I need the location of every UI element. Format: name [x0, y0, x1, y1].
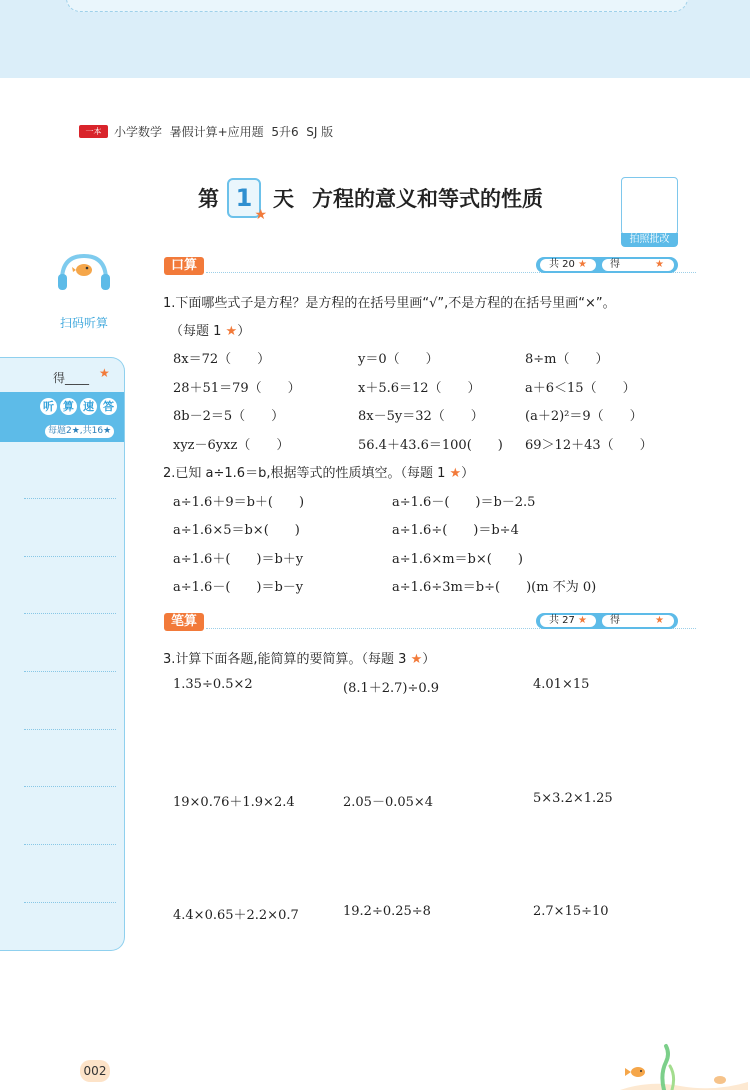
total-points: 共 20 ★ [540, 259, 596, 271]
equation-item[interactable]: (a＋2)²＝9（ ） [525, 409, 643, 424]
answer-line[interactable] [24, 729, 116, 730]
fill-item[interactable]: a÷1.6＋9＝b＋( ) [173, 495, 305, 510]
title-char: 答 [100, 398, 117, 415]
fill-item[interactable]: a÷1.6÷( )＝b÷4 [392, 523, 519, 538]
score-field[interactable]: 得 ★ [602, 259, 674, 271]
section-label: 笔算 [164, 613, 204, 631]
star-icon: ★ [449, 466, 462, 481]
answer-line[interactable] [24, 671, 116, 672]
title-char: 算 [60, 398, 77, 415]
equation-item[interactable]: 56.4＋43.6＝100( ) [358, 438, 503, 453]
question-3-title: 3.计算下面各题,能简算的要简算。（每题 3 ★） [163, 652, 436, 667]
fill-item[interactable]: a÷1.6×m＝b×( ) [392, 552, 523, 567]
star-icon: ★ [254, 207, 267, 223]
equation-item[interactable]: y＝0（ ） [358, 352, 439, 367]
calc-item[interactable]: 19×0.76＋1.9×2.4 [173, 795, 295, 810]
calc-item[interactable]: 2.7×15÷10 [533, 904, 609, 919]
answer-line[interactable] [24, 498, 116, 499]
calc-item[interactable]: 19.2÷0.25÷8 [343, 904, 431, 919]
fill-item[interactable]: a÷1.6－( )＝b－y [173, 580, 304, 595]
written-section-header [164, 613, 678, 631]
listening-points: 每题2★,共16★ [45, 425, 114, 438]
fill-item[interactable]: a÷1.6－( )＝b－2.5 [392, 495, 536, 510]
calc-item[interactable]: 4.4×0.65＋2.2×0.7 [173, 908, 299, 923]
answer-line[interactable] [24, 786, 116, 787]
day-number-box [227, 178, 267, 223]
star-icon: ★ [410, 652, 423, 667]
answer-line[interactable] [24, 556, 116, 557]
day-prefix: 第 [198, 187, 219, 211]
page-title [198, 176, 543, 223]
answer-line[interactable] [24, 902, 116, 903]
equation-item[interactable]: 8x＝72（ ） [173, 352, 271, 367]
fill-item[interactable]: a÷1.6＋( )＝b＋y [173, 552, 304, 567]
star-icon: ★ [99, 366, 110, 380]
listening-score-label: 得____ [53, 371, 90, 385]
calc-item[interactable]: 2.05－0.05×4 [343, 795, 434, 810]
star-icon: ★ [225, 324, 238, 339]
page-number: 002 [80, 1060, 110, 1082]
calc-item[interactable]: 4.01×15 [533, 677, 590, 692]
publisher-logo: 一本 [79, 125, 108, 138]
section-score-box [536, 613, 678, 629]
listening-title [40, 398, 117, 415]
photo-grading-box[interactable] [621, 177, 678, 235]
star-icon: ★ [574, 615, 588, 626]
top-banner-frame [66, 0, 688, 12]
question-1-title: 1.下面哪些式子是方程？是方程的在括号里画“√”,不是方程的在括号里画“×”。 [163, 296, 616, 311]
day-number: 1 [235, 184, 253, 212]
day-suffix: 天 [273, 187, 294, 211]
star-icon: ★ [655, 259, 664, 270]
equation-item[interactable]: x＋5.6＝12（ ） [358, 381, 481, 396]
question-2-title: 2.已知 a÷1.6＝b,根据等式的性质填空。（每题 1 ★） [163, 466, 475, 481]
section-score-box [536, 257, 678, 273]
answer-line[interactable] [24, 844, 116, 845]
seaweed-fish-decoration [620, 1040, 748, 1090]
title-char: 听 [40, 398, 57, 415]
equation-item[interactable]: 69＞12＋43（ ） [525, 438, 653, 453]
score-field[interactable]: 得 ★ [602, 615, 674, 627]
equation-item[interactable]: 28＋51＝79（ ） [173, 381, 301, 396]
fill-item[interactable]: a÷1.6÷3m＝b÷( )(m 不为 0) [392, 580, 597, 595]
equation-item[interactable]: xyz－6yxz（ ） [173, 438, 290, 453]
fill-item[interactable]: a÷1.6×5＝b×( ) [173, 523, 300, 538]
title-char: 速 [80, 398, 97, 415]
equation-item[interactable]: 8x－5y＝32（ ） [358, 409, 484, 424]
lesson-title: 方程的意义和等式的性质 [312, 187, 543, 211]
star-icon: ★ [574, 259, 588, 270]
calc-item[interactable]: 1.35÷0.5×2 [173, 677, 253, 692]
book-header: 小学数学 暑假计算+应用题 5升6 SJ 版 [114, 125, 334, 139]
star-icon: ★ [655, 615, 664, 626]
question-1-points: （每题 1 ★） [170, 324, 251, 339]
calc-item[interactable]: (8.1＋2.7)÷0.9 [343, 681, 440, 696]
equation-item[interactable]: 8b－2＝5（ ） [173, 409, 285, 424]
headphones-bird-icon[interactable] [56, 250, 112, 294]
scan-listen-label[interactable]: 扫码听算 [59, 316, 108, 330]
total-points: 共 27 ★ [540, 615, 596, 627]
oral-section-header [164, 257, 678, 275]
photo-grading-label[interactable]: 拍照批改 [621, 233, 678, 247]
listening-panel [0, 357, 125, 951]
equation-item[interactable]: 8÷m（ ） [525, 352, 609, 367]
equation-item[interactable]: a＋6＜15（ ） [525, 381, 636, 396]
answer-line[interactable] [24, 613, 116, 614]
section-label: 口算 [164, 257, 204, 275]
calc-item[interactable]: 5×3.2×1.25 [533, 791, 613, 806]
